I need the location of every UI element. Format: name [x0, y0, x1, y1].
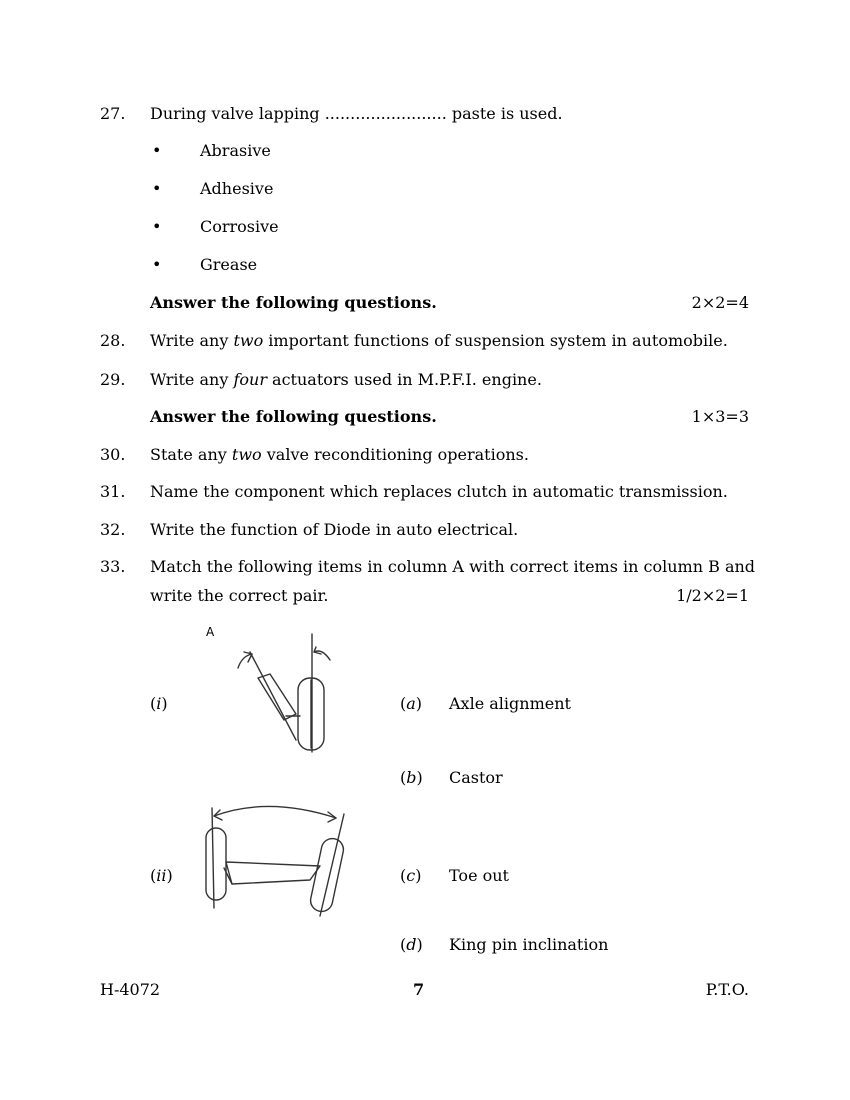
section-marks: 1×3=3 [691, 407, 749, 426]
option-c-text: Toe out [449, 866, 509, 885]
camber-kingpin-sketch [226, 630, 366, 758]
q32-text: Write the function of Diode in auto electrical. [150, 520, 519, 539]
q28-text: Write any two important functions of suspension system in automobile. [150, 331, 728, 350]
item-ii-label: (ii) [150, 866, 173, 885]
q27-option-2: Adhesive [200, 179, 274, 198]
q32-number: 32. [100, 520, 126, 539]
page-number: 7 [413, 980, 425, 999]
q33-number: 33. [100, 557, 126, 576]
q27-number: 27. [100, 104, 126, 123]
section-marks: 2×2=4 [691, 293, 749, 312]
toe-out-sketch [198, 800, 358, 918]
q33-text-line1: Match the following items in column A with correct items in column B and [150, 557, 756, 576]
option-c-letter: (c) [400, 866, 422, 885]
item-i-label: (i) [150, 694, 168, 713]
section-heading: Answer the following questions. [150, 407, 437, 426]
q31-number: 31. [100, 482, 126, 501]
option-b-text: Castor [449, 768, 503, 787]
paper-code: H-4072 [100, 980, 161, 999]
option-d-letter: (d) [400, 935, 423, 954]
option-a-letter: (a) [400, 694, 423, 713]
q33-text-line2: write the correct pair. [150, 586, 329, 605]
q29-text: Write any four actuators used in M.P.F.I. engine. [150, 370, 542, 389]
bullet: • [152, 179, 162, 198]
bullet: • [152, 255, 162, 274]
q27-option-3: Corrosive [200, 217, 279, 236]
column-a-label: A [206, 625, 215, 639]
q27-option-1: Abrasive [200, 141, 271, 160]
option-b-letter: (b) [400, 768, 423, 787]
q28-number: 28. [100, 331, 126, 350]
q33-marks: 1/2×2=1 [676, 586, 749, 605]
q27-text: During valve lapping ........................ paste is used. [150, 104, 563, 123]
bullet: • [152, 217, 162, 236]
option-d-text: King pin inclination [449, 935, 609, 954]
q31-text: Name the component which replaces clutch in automatic transmission. [150, 482, 728, 501]
q27-option-4: Grease [200, 255, 258, 274]
q30-number: 30. [100, 445, 126, 464]
q30-text: State any two valve reconditioning operations. [150, 445, 529, 464]
pto-label: P.T.O. [705, 980, 749, 999]
section-heading: Answer the following questions. [150, 293, 437, 312]
q29-number: 29. [100, 370, 126, 389]
option-a-text: Axle alignment [449, 694, 571, 713]
bullet: • [152, 141, 162, 160]
